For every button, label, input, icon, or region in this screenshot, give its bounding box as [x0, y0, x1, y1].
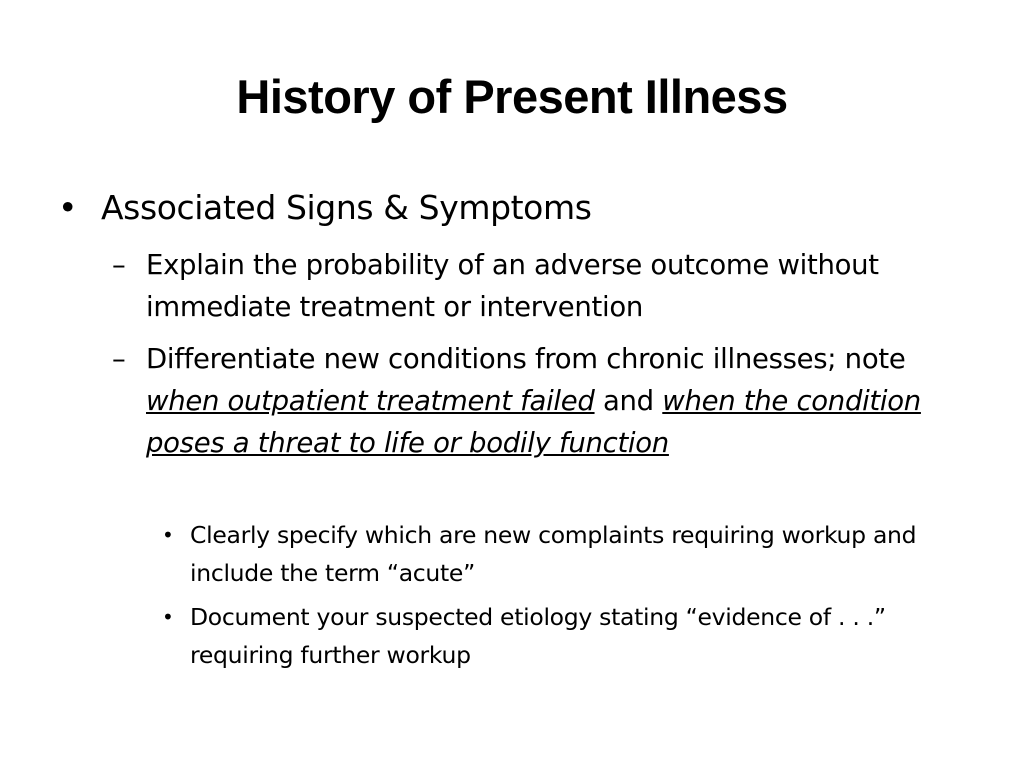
- sub-sub-bullet-text: Clearly specify which are new complaints requiring workup and include the term “acute”: [190, 521, 917, 587]
- dash-marker: –: [112, 249, 126, 281]
- bullet-text: Associated Signs & Symptoms: [101, 188, 592, 227]
- emphasis-outpatient-failed: when outpatient treatment failed: [146, 385, 595, 417]
- sub-sub-bullet-document-etiology: [162, 598, 982, 674]
- text-part-1: Differentiate new conditions from chronic illnesses; note: [146, 343, 906, 375]
- bullet-marker: •: [162, 523, 174, 547]
- text-part-2: and: [594, 385, 663, 417]
- slide-title: History of Present Illness: [236, 70, 788, 123]
- emphasis-threat-to-life: when the condition poses a threat to life or bodily function: [146, 385, 921, 459]
- sub-sub-bullet-text: Document your suspected etiology stating “evidence of . . .” requiring further workup: [190, 603, 901, 669]
- dash-marker: –: [112, 343, 126, 375]
- sub-bullet-text: [146, 338, 942, 464]
- sub-bullet-differentiate-conditions: [112, 338, 942, 464]
- sub-bullet-explain-probability: [112, 244, 942, 328]
- sub-sub-bullet-specify-new-complaints: [162, 516, 982, 592]
- sub-bullet-text: Explain the probability of an adverse outcome without immediate treatment or intervention: [146, 249, 879, 323]
- bullet-marker: •: [162, 605, 174, 629]
- bullet-marker: •: [58, 188, 78, 227]
